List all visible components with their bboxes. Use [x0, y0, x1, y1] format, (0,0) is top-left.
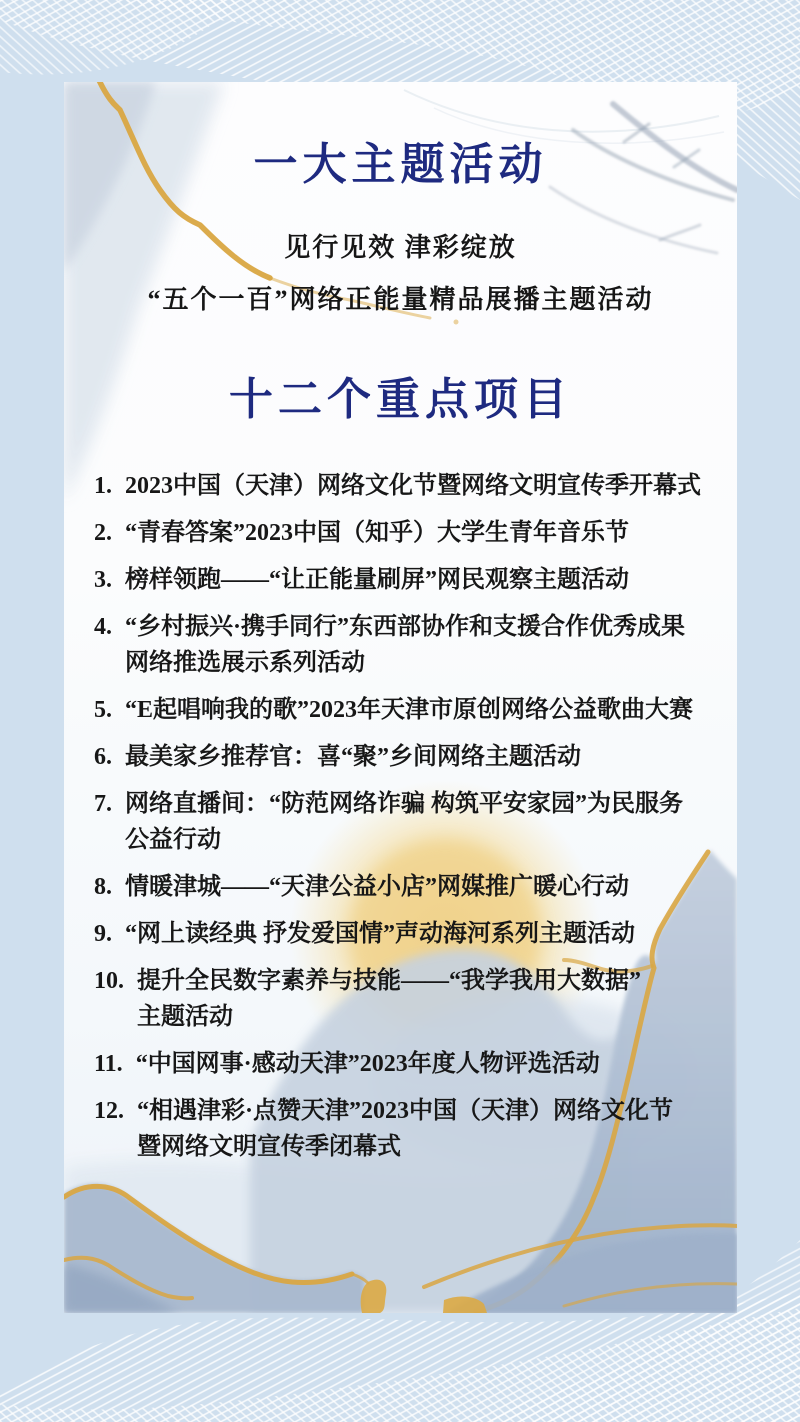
project-text: “相遇津彩·点赞天津”2023中国（天津）网络文化节: [137, 1098, 674, 1124]
project-item: [94, 1046, 711, 1082]
project-number: 12.: [94, 1098, 124, 1124]
project-number: 1.: [94, 473, 112, 499]
activity-subtitle-line2: “五个一百”网络正能量精品展播主题活动: [147, 285, 654, 314]
project-number: 5.: [94, 697, 112, 723]
project-number: 4.: [94, 614, 112, 640]
project-text-line2: 主题活动: [137, 1004, 233, 1030]
poster-content: [64, 82, 737, 1313]
project-text: 2023中国（天津）网络文化节暨网络文明宣传季开幕式: [125, 473, 701, 499]
project-text: 最美家乡推荐官：喜“聚”乡间网络主题活动: [125, 744, 581, 770]
project-item: [94, 1093, 711, 1165]
project-number: 9.: [94, 921, 112, 947]
project-item: [94, 692, 711, 728]
project-text-line2: 暨网络文明宣传季闭幕式: [137, 1134, 401, 1160]
project-text-line2: 网络推选展示系列活动: [125, 650, 365, 676]
activity-subtitle-line1: 见行见效 津彩绽放: [284, 233, 517, 262]
project-text: 网络直播间：“防范网络诈骗 构筑平安家园”为民服务: [125, 791, 683, 817]
project-item: [94, 963, 711, 1035]
project-item: [94, 609, 711, 681]
project-list: [94, 468, 711, 1176]
project-number: 6.: [94, 744, 112, 770]
project-number: 10.: [94, 968, 124, 994]
project-item: [94, 739, 711, 775]
project-number: 8.: [94, 874, 112, 900]
project-text: “青春答案”2023中国（知乎）大学生青年音乐节: [125, 520, 629, 546]
section-title-activity: 一大主题活动: [253, 140, 548, 189]
project-item: [94, 916, 711, 952]
project-number: 2.: [94, 520, 112, 546]
project-item: [94, 786, 711, 858]
project-text: 榜样领跑——“让正能量刷屏”网民观察主题活动: [125, 567, 629, 593]
section-title-projects: 十二个重点项目: [229, 375, 572, 424]
project-text: “乡村振兴·携手同行”东西部协作和支援合作优秀成果: [125, 614, 686, 640]
project-item: [94, 468, 711, 504]
project-text-line2: 公益行动: [125, 827, 221, 853]
project-text: 提升全民数字素养与技能——“我学我用大数据”: [137, 968, 641, 994]
project-item: [94, 869, 711, 905]
project-number: 3.: [94, 567, 112, 593]
project-text: “E起唱响我的歌”2023年天津市原创网络公益歌曲大赛: [125, 697, 694, 723]
project-number: 11.: [94, 1051, 123, 1077]
project-text: 情暖津城——“天津公益小店”网媒推广暖心行动: [125, 874, 629, 900]
project-item: [94, 562, 711, 598]
project-item: [94, 515, 711, 551]
project-text: “中国网事·感动天津”2023年度人物评选活动: [135, 1051, 600, 1077]
project-number: 7.: [94, 791, 112, 817]
poster-card: [64, 82, 737, 1313]
project-text: “网上读经典 抒发爱国情”声动海河系列主题活动: [125, 921, 635, 947]
